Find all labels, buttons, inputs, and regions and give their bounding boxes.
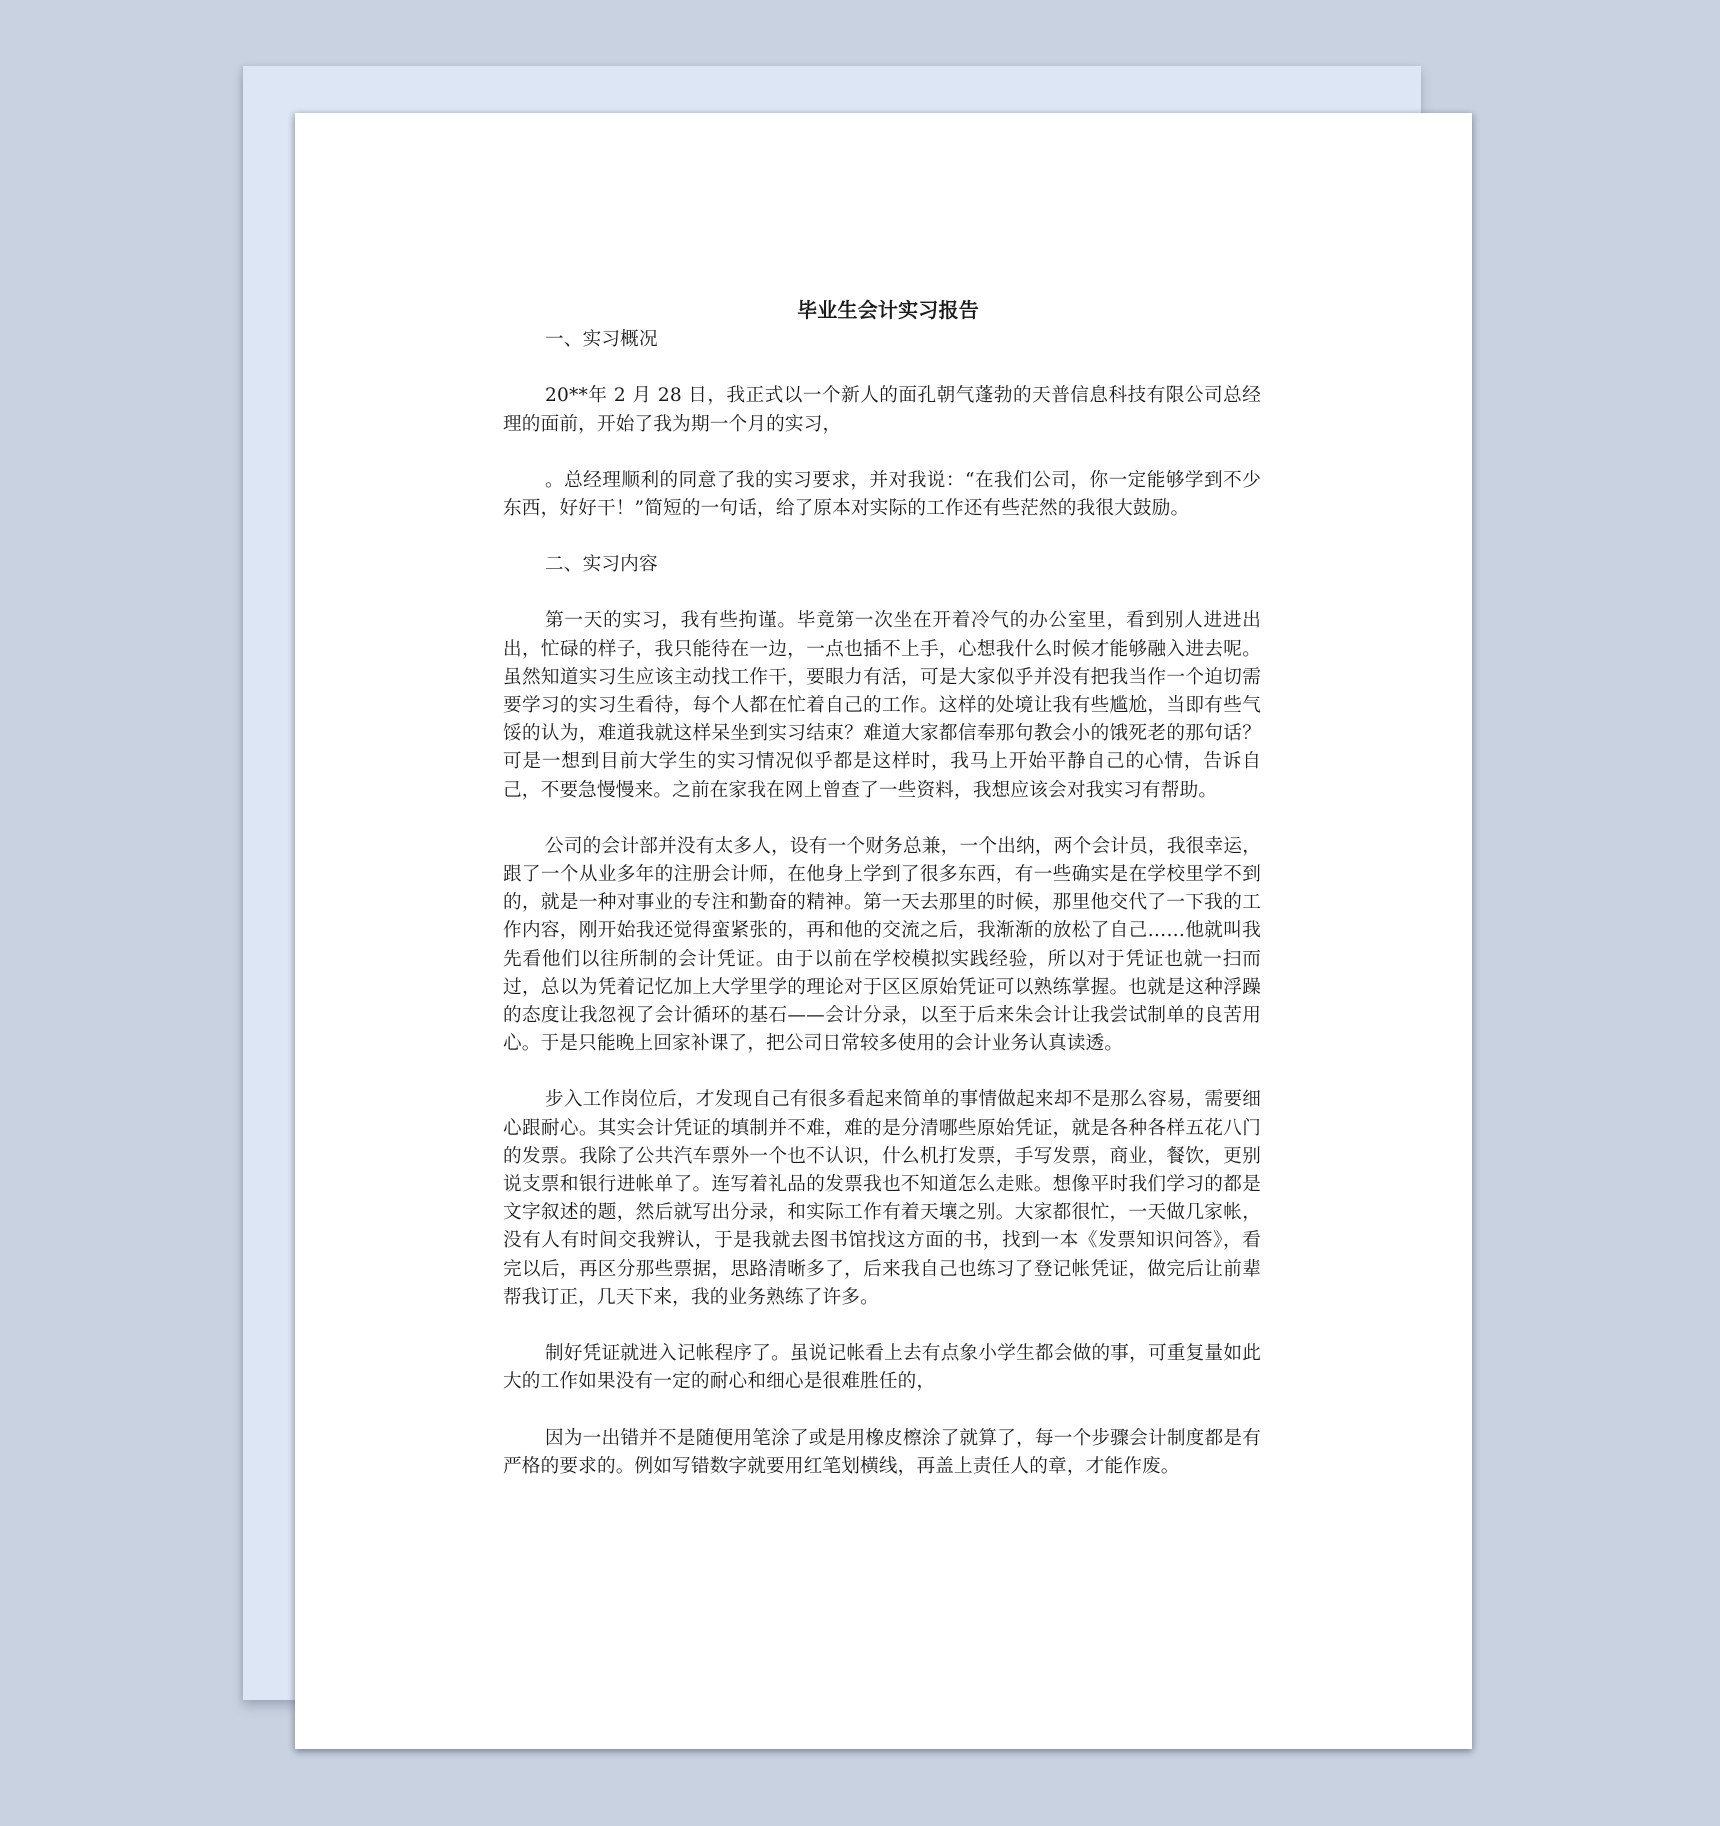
paragraph: 步入工作岗位后，才发现自己有很多看起来简单的事情做起来却不是那么容易，需要细心跟耐心。其实会计凭证的填制并不难，难的是分清哪些原始凭证，就是各种各样五花八门的发票。我除了公共汽车票外一个也不认识，什么机打发票，手写发票，商业，餐饮，更别说支票和银行进帐单了。连写着礼品的发票我也不知道怎么走账。想像平时我们学习的都是文字叙述的题，然后就写出分录，和实际工作有着天壤之别。大家都很忙，一天做几家帐，没有人有时间交我辨认，于是我就去图书馆找这方面的书，找到一本《发票知识问答》，看完以后，再区分那些票据，思路清晰多了，后来我自己也练习了登记帐凭证，做完后让前辈帮我订正，几天下来，我的业务熟练了许多。 <box>503 1089 1261 1308</box>
spacer <box>503 354 1261 382</box>
paragraph: 因为一出错并不是随便用笔涂了或是用橡皮檫涂了就算了，每一个步骤会计制度都是有严格的要求的。例如写错数字就要用红笔划横线，再盖上责任人的章，才能作废。 <box>503 1427 1261 1477</box>
paragraph: 制好凭证就进入记帐程序了。虽说记帐看上去有点象小学生都会做的事，可重复量如此大的工作如果没有一定的耐心和细心是很难胜任的， <box>503 1343 1261 1393</box>
paragraph: 20**年 2 月 28 日，我正式以一个新人的面孔朝气蓬勃的天普信息科技有限公司总经理的面前，开始了我为期一个月的实习， <box>503 385 1261 435</box>
document-body <box>503 296 1261 1481</box>
spacer <box>503 1058 1261 1086</box>
paragraph: 公司的会计部并没有太多人，设有一个财务总兼，一个出纳，两个会计员，我很幸运，跟了一个从业多年的注册会计师，在他身上学到了很多东西，有一些确实是在学校里学不到的，就是一种对事业的专注和勤奋的精神。第一天去那里的时候，那里他交代了一下我的工作内容，刚开始我还觉得蛮紧张的，再和他的交流之后，我渐渐的放松了自己……他就叫我先看他们以往所制的会计凭证。由于以前在学校模拟实践经验，所以对于凭证也就一扫而过，总以为凭着记忆加上大学里学的理论对于区区原始凭证可以熟练掌握。也就是这种浮躁的态度让我忽视了会计循环的基石——会计分录，以至于后来朱会计让我尝试制单的良苦用心。于是只能晚上回家补课了，把公司日常较多使用的会计业务认真读透。 <box>503 835 1261 1055</box>
spacer <box>503 579 1261 607</box>
document-title: 毕业生会计实习报告 <box>797 298 979 322</box>
section-heading-content: 二、实习内容 <box>545 554 658 576</box>
section-heading-overview: 一、实习概况 <box>545 329 658 351</box>
spacer <box>503 1397 1261 1425</box>
spacer <box>503 523 1261 551</box>
paragraph: 第一天的实习，我有些拘谨。毕竟第一次坐在开着冷气的办公室里，看到别人进进出出，忙碌的样子，我只能待在一边，一点也插不上手，心想我什么时候才能够融入进去呢。虽然知道实习生应该主动找工作干，要眼力有活，可是大家似乎并没有把我当作一个迫切需要学习的实习生看待，每个人都在忙着自己的工作。这样的处境让我有些尴尬，当即有些气馁的认为，难道我就这样呆坐到实习结束？难道大家都信奉那句教会小的饿死老的那句话？可是一想到目前大学生的实习情况似乎都是这样时，我马上开始平静自己的心情，告诉自己，不要急慢慢来。之前在家我在网上曾查了一些资料，我想应该会对我实习有帮助。 <box>503 610 1261 801</box>
spacer <box>503 805 1261 833</box>
spacer <box>503 1312 1261 1340</box>
paragraph: 。总经理顺利的同意了我的实习要求，并对我说：“在我们公司，你一定能够学到不少东西，好好干！”简短的一句话，给了原本对实际的工作还有些茫然的我很大鼓励。 <box>503 469 1261 520</box>
spacer <box>503 439 1261 467</box>
